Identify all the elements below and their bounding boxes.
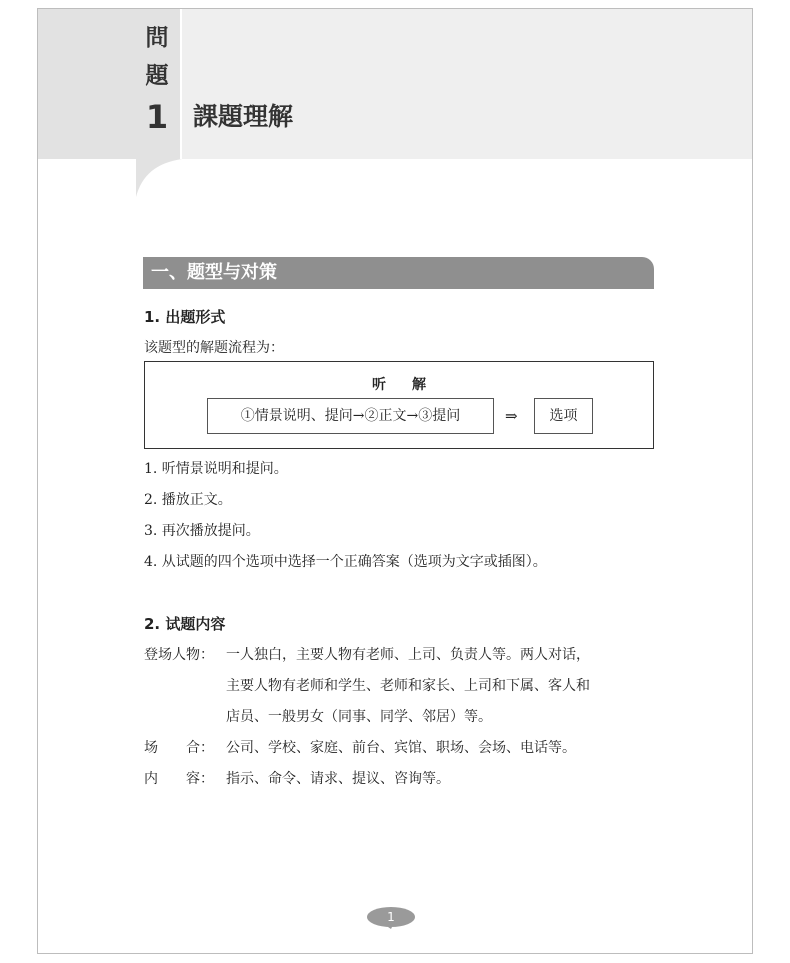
chapter-title: 課題理解 — [193, 102, 294, 131]
flow-steps-box: ①情景说明、提问→②正文→③提问 — [207, 398, 494, 434]
document-page — [37, 8, 753, 954]
flow-option-box: 选项 — [534, 398, 593, 434]
flow-arrow: ⇒ — [505, 407, 518, 425]
flow-title: 听解 — [372, 377, 452, 393]
characters-line: 主要人物有老师和学生、老师和家长、上司和下属、客人和 — [226, 678, 590, 694]
venue-label: 场 合： — [144, 740, 214, 756]
characters-line: 店员、一般男女（同事、同学、邻居）等。 — [226, 709, 492, 725]
page-number: 1 — [387, 910, 395, 924]
part2-heading: 2. 试题内容 — [144, 615, 226, 633]
flow-diagram — [144, 361, 654, 449]
section-title-bar: 一、题型与对策 — [143, 257, 654, 289]
list-item: 4. 从试题的四个选项中选择一个正确答案（选项为文字或插图）。 — [144, 554, 547, 570]
content-value: 指示、命令、请求、提议、咨询等。 — [226, 771, 450, 787]
characters-label: 登场人物： — [144, 647, 214, 663]
list-item: 2. 播放正文。 — [144, 492, 232, 508]
chapter-number: 1 — [145, 98, 169, 136]
part1-heading: 1. 出题形式 — [144, 308, 226, 326]
part1-intro: 该题型的解题流程为： — [144, 340, 284, 356]
page-curl-decoration — [136, 159, 182, 197]
content-label: 内 容： — [144, 771, 214, 787]
vertical-char-2: 題 — [145, 63, 169, 89]
list-item: 1. 听情景说明和提问。 — [144, 461, 288, 477]
vertical-char-1: 問 — [145, 25, 169, 51]
list-item: 3. 再次播放提问。 — [144, 523, 260, 539]
venue-value: 公司、学校、家庭、前台、宾馆、职场、会场、电话等。 — [226, 740, 576, 756]
vertical-chapter-label — [142, 19, 172, 139]
characters-line: 一人独白，主要人物有老师、上司、负责人等。两人对话， — [226, 647, 590, 663]
